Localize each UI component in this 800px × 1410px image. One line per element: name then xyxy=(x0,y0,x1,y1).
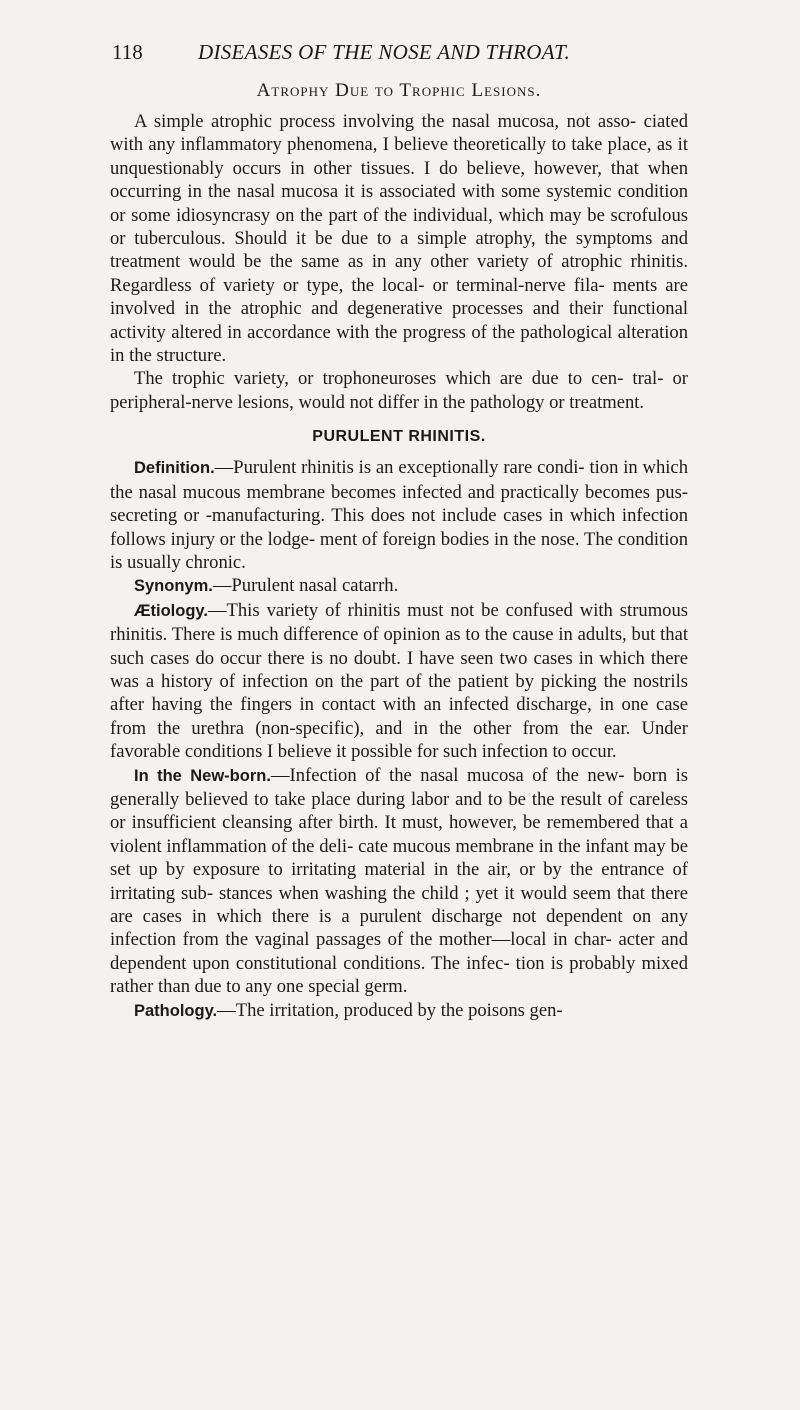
paragraph-definition xyxy=(110,456,688,574)
running-head xyxy=(112,40,712,70)
run-in-heading-definition: Definition. xyxy=(134,459,215,478)
paragraph-newborn xyxy=(110,764,688,999)
run-in-heading-etiology: Ætiology. xyxy=(134,601,208,620)
pathology-text: —The irritation, produced by the poisons gen- xyxy=(217,999,563,1021)
etiology-text: —This variety of rhinitis must not be confused with strumous rhinitis. There is much difference of opinion as to the cause in adults, but that such cases do occur there is no doubt. I have seen two cases in which there was a history of infection on the part of the patient by picking the nostrils after having the fingers in contact with an infected discharge, in one case from the urethra (non-specific), and in the other from the ear. Under favorable conditions I believe it possible for such infection to occur. xyxy=(110,599,688,763)
run-in-heading-pathology: Pathology. xyxy=(134,1001,218,1020)
paragraph-etiology xyxy=(110,599,688,764)
section-heading-atrophy: Atrophy Due to Trophic Lesions. xyxy=(256,80,542,101)
paragraph-atrophy-1: A simple atrophic process involving the nasal mucosa, not asso- ciated with any inflammatory phenomena, I believe theoretically to take place, as it unquestionably occurs in other tissues. I do believe, however, that when occurring in the nasal mucosa it is associated with some systemic condition or some idiosyncrasy on the part of the individual, which may be scrofulous or tuberculous. Should it be due to a simple atrophy, the symptoms and treatment would be the same as in any other variety of atrophic rhinitis. Regardless of variety or type, the local- or terminal-nerve fila- ments are involved in the atrophic and degenerative processes and their functional activity altered in accordance with the progress of the pathological alteration in the structure. xyxy=(110,111,688,367)
running-title: DISEASES OF THE NOSE AND THROAT. xyxy=(198,40,571,64)
section-heading-purulent-rhinitis: PURULENT RHINITIS. xyxy=(312,428,486,446)
synonym-text: —Purulent nasal catarrh. xyxy=(212,575,399,597)
paragraph-atrophy-2: The trophic variety, or trophoneuroses which are due to cen- tral- or peripheral-nerve lesions, would not differ in the pathology or treatment. xyxy=(110,368,688,413)
newborn-text: —Infection of the nasal mucosa of the new- born is generally believed to take place during labor and to be the result of careless or insufficient cleansing after birth. It must, however, be remembered that a violent inflammation of the deli- cate mucous membrane in the infant may be set up by exposure to irritating material in the air, or by the entrance of irritating sub- stances when washing the child ; yet it would seem that there are cases in which there is a purulent discharge not dependent on any infection from the vaginal passages of the mother—local in char- acter and dependent upon constitutional conditions. The infec- tion is probably mixed rather than due to any one special germ. xyxy=(110,764,689,998)
definition-text: —Purulent rhinitis is an exceptionally rare condi- tion in which the nasal mucous membrane becomes infected and practically becomes pus-secreting or -manufacturing. This does not include cases in which infection follows injury or the lodge- ment of foreign bodies in the nose. The condition is usually chronic. xyxy=(110,457,688,573)
paragraph-synonym xyxy=(110,574,688,598)
run-in-heading-synonym: Synonym. xyxy=(134,577,213,596)
page-number: 118 xyxy=(112,40,143,64)
page-body xyxy=(110,80,688,1023)
run-in-heading-newborn: In the New-born. xyxy=(134,766,271,785)
paragraph-pathology xyxy=(110,999,688,1023)
